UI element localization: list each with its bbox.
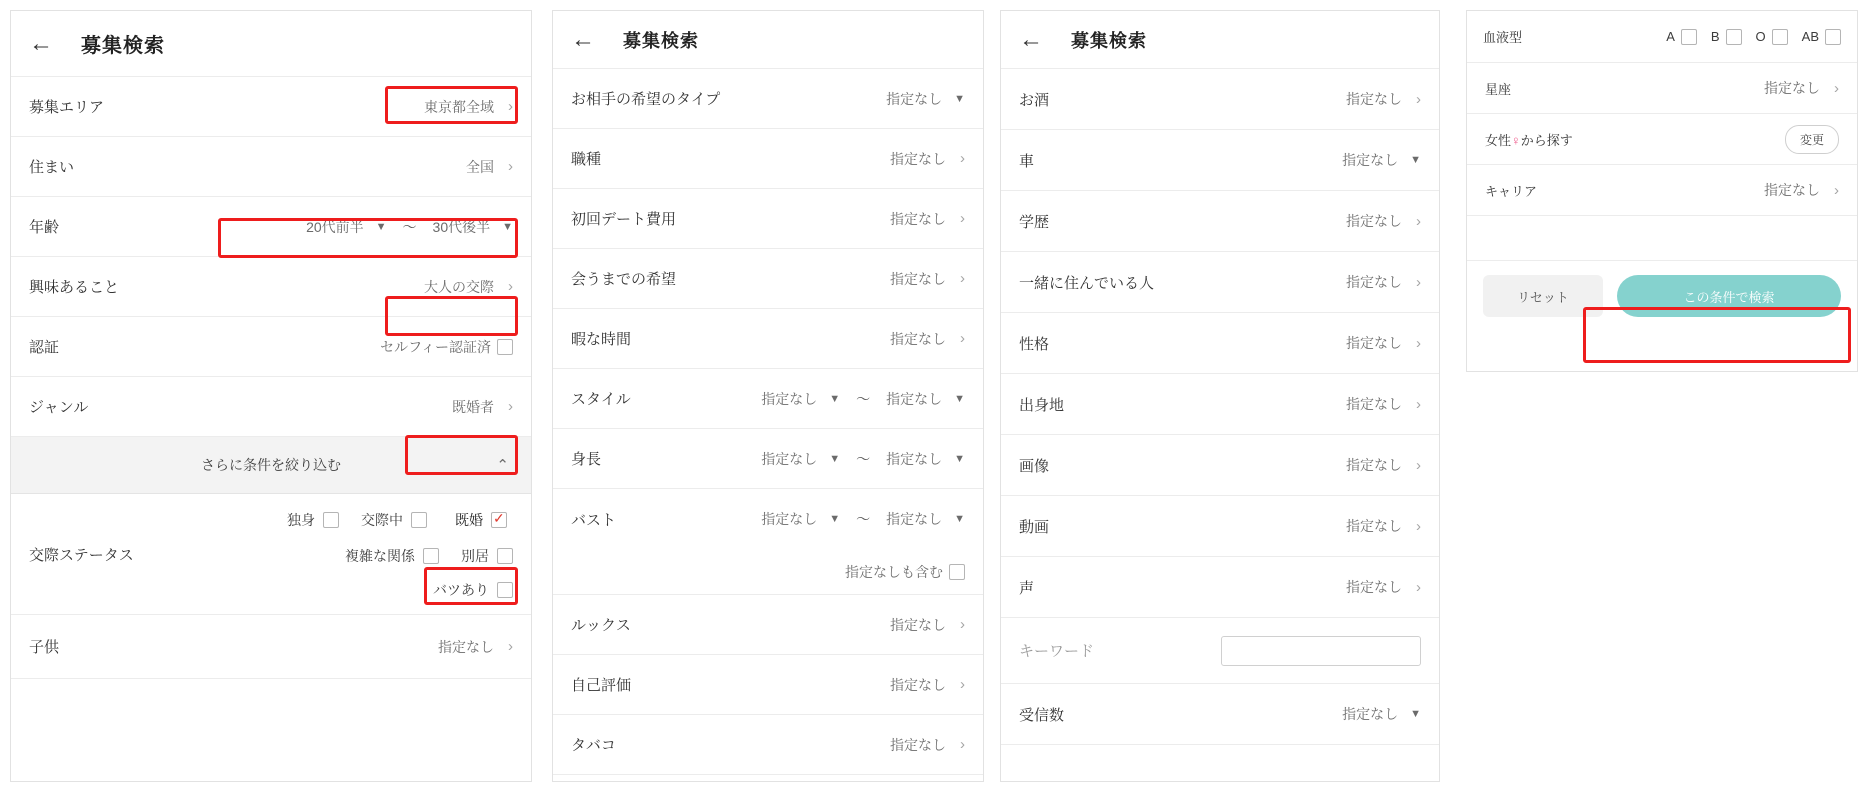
row-living-with[interactable]	[1001, 252, 1439, 313]
row-style-value-group	[761, 389, 965, 409]
status-line-1	[287, 508, 513, 532]
row-residence-value-group	[466, 157, 513, 177]
row-living-with-label: 一緒に住んでいる人	[1019, 274, 1155, 292]
row-free-time[interactable]	[553, 309, 983, 369]
row-living-with-value-group	[1346, 272, 1421, 292]
chevron-down-icon: ▼	[829, 452, 841, 465]
row-smoking-value-group	[890, 735, 965, 755]
row-smoking-label: タバコ	[571, 737, 616, 754]
status-line-2	[345, 546, 513, 566]
panel2-header	[553, 11, 983, 69]
chevron-right-icon: ›	[1416, 273, 1421, 291]
row-car-label: 車	[1019, 152, 1035, 170]
row-first-date-cost[interactable]	[553, 189, 983, 249]
row-children-value: 指定なし	[438, 638, 494, 655]
chevron-right-icon: ›	[1416, 334, 1421, 352]
blood-option-a-label: A	[1666, 29, 1675, 44]
row-personality[interactable]	[1001, 313, 1439, 374]
row-video[interactable]	[1001, 496, 1439, 557]
back-arrow-icon[interactable]: ←	[29, 29, 53, 57]
row-first-date-cost-value: 指定なし	[890, 210, 946, 227]
row-image-value: 指定なし	[1346, 457, 1402, 473]
row-video-label: 動画	[1019, 518, 1050, 536]
status-option-divorced[interactable]	[433, 580, 513, 600]
row-personality-value: 指定なし	[1346, 335, 1402, 351]
row-alcohol[interactable]	[1001, 69, 1439, 130]
row-car[interactable]	[1001, 130, 1439, 191]
chevron-right-icon: ›	[1416, 517, 1421, 535]
row-video-value: 指定なし	[1346, 518, 1402, 534]
chevron-right-icon: ›	[960, 676, 965, 693]
row-voice-label: 声	[1019, 579, 1035, 597]
row-interest-value: 大人の交際	[424, 278, 494, 295]
row-free-time-value-group	[890, 329, 965, 349]
panel1-header	[11, 11, 531, 77]
row-meeting-wish-value-group	[890, 269, 965, 289]
status-option-single-checkbox[interactable]	[323, 512, 339, 528]
blood-option-b-checkbox[interactable]	[1726, 29, 1742, 45]
row-genre[interactable]	[11, 377, 531, 437]
blood-option-a-checkbox[interactable]	[1681, 29, 1697, 45]
row-looks-value-group	[890, 615, 965, 635]
chevron-down-icon: ▼	[375, 220, 387, 233]
blood-type-options	[1666, 29, 1841, 45]
status-option-single[interactable]	[287, 510, 339, 530]
row-interest-label: 興味あること	[29, 279, 120, 296]
chevron-right-icon: ›	[960, 270, 965, 287]
row-self-rating-label: 自己評価	[571, 677, 632, 694]
chevron-right-icon: ›	[508, 278, 513, 295]
row-education[interactable]	[1001, 191, 1439, 252]
row-image-label: 画像	[1019, 457, 1050, 475]
row-looks[interactable]	[553, 595, 983, 655]
status-option-separated-checkbox[interactable]	[497, 548, 513, 564]
chevron-right-icon: ›	[508, 638, 513, 655]
chevron-down-icon: ▼	[954, 392, 965, 405]
row-height-value-group	[761, 449, 965, 469]
row-occupation[interactable]	[553, 129, 983, 189]
search-panel-2	[552, 10, 984, 782]
row-career-value: 指定なし	[1764, 182, 1820, 198]
row-self-rating[interactable]	[553, 655, 983, 715]
row-verification[interactable]	[11, 317, 531, 377]
row-genre-value-group	[452, 397, 513, 417]
chevron-right-icon: ›	[1416, 395, 1421, 413]
status-option-divorced-label: バツあり	[433, 582, 489, 598]
row-area-label: 募集エリア	[29, 99, 105, 116]
row-keyword-label: キーワード	[1019, 643, 1095, 660]
chevron-down-icon: ▼	[829, 513, 841, 525]
row-occupation-value: 指定なし	[890, 150, 946, 167]
row-hometown-value-group	[1346, 394, 1421, 414]
row-education-value-group	[1346, 211, 1421, 231]
row-car-value: 指定なし	[1342, 152, 1399, 168]
row-received-count[interactable]	[1001, 684, 1439, 745]
row-style-label: スタイル	[571, 391, 631, 408]
panel3-header	[1001, 11, 1439, 69]
relationship-status-options	[179, 508, 513, 600]
row-free-time-label: 暇な時間	[571, 331, 632, 348]
chevron-right-icon: ›	[1416, 90, 1421, 108]
row-voice-value: 指定なし	[1346, 579, 1402, 595]
row-looks-value: 指定なし	[890, 616, 946, 633]
status-option-dating[interactable]	[361, 510, 427, 530]
row-education-label: 学歴	[1019, 213, 1050, 231]
refine-conditions-toggle[interactable]	[11, 437, 531, 494]
row-partner-type-value: 指定なし	[886, 90, 943, 107]
status-option-complicated[interactable]	[345, 546, 439, 566]
verification-checkbox[interactable]	[497, 339, 513, 355]
row-age-value-group	[306, 217, 513, 237]
row-alcohol-value: 指定なし	[1346, 91, 1402, 107]
row-personality-label: 性格	[1019, 335, 1050, 353]
status-option-separated-label: 別居	[461, 548, 489, 564]
status-option-dating-label: 交際中	[361, 512, 403, 528]
blood-option-a[interactable]	[1666, 29, 1697, 45]
chevron-right-icon: ›	[960, 210, 965, 227]
status-option-married[interactable]	[449, 508, 513, 532]
female-icon: ♀	[1511, 132, 1521, 148]
status-option-dating-checkbox[interactable]	[411, 512, 427, 528]
row-alcohol-label: お酒	[1019, 91, 1050, 109]
row-career[interactable]	[1467, 165, 1857, 216]
change-gender-button[interactable]: 変更	[1785, 125, 1839, 154]
row-received-count-label: 受信数	[1019, 706, 1065, 724]
status-option-married-label: 既婚	[455, 512, 483, 528]
row-style-value-from[interactable]: 指定なし	[761, 390, 818, 407]
row-height-value-from[interactable]: 指定なし	[761, 450, 818, 467]
row-style[interactable]	[553, 369, 983, 429]
row-age[interactable]	[11, 197, 531, 257]
gender-label-after: から探す	[1520, 132, 1573, 148]
row-area-value: 東京都全域	[424, 98, 494, 115]
chevron-right-icon: ›	[1834, 79, 1839, 97]
blood-option-o-checkbox[interactable]	[1772, 29, 1788, 45]
row-residence-value: 全国	[466, 158, 494, 175]
status-line-3	[433, 580, 513, 600]
row-meeting-wish-value: 指定なし	[890, 270, 946, 287]
row-height[interactable]	[553, 429, 983, 489]
blood-option-b[interactable]	[1711, 29, 1742, 45]
chevron-down-icon: ▼	[1410, 154, 1421, 166]
row-zodiac-value: 指定なし	[1764, 80, 1820, 96]
chevron-down-icon: ▼	[829, 392, 841, 405]
chevron-right-icon: ›	[1834, 181, 1839, 199]
row-career-value-group	[1764, 180, 1839, 200]
row-children-label: 子供	[29, 639, 60, 656]
row-education-value: 指定なし	[1346, 213, 1402, 229]
row-gender-search	[1467, 114, 1857, 165]
refine-conditions-label: さらに条件を絞り込む	[201, 457, 341, 473]
row-meeting-wish[interactable]	[553, 249, 983, 309]
row-career-label: キャリア	[1485, 183, 1538, 199]
row-genre-value: 既婚者	[452, 398, 494, 415]
row-hometown[interactable]	[1001, 374, 1439, 435]
row-verification-value-group	[380, 337, 513, 357]
row-blood-type-label: 血液型	[1483, 30, 1523, 45]
chevron-right-icon: ›	[960, 330, 965, 347]
row-alcohol-value-group	[1346, 89, 1421, 109]
panel4-spacer	[1467, 216, 1857, 261]
row-height-tilde: 〜	[856, 450, 871, 467]
chevron-right-icon: ›	[960, 736, 965, 753]
row-bust-value-from[interactable]: 指定なし	[761, 511, 818, 527]
search-panel-4	[1466, 10, 1858, 372]
row-personality-value-group	[1346, 333, 1421, 353]
chevron-up-icon: ⌃	[496, 457, 509, 474]
row-gender-search-label	[1485, 130, 1573, 149]
row-occupation-label: 職種	[571, 151, 602, 168]
row-children[interactable]	[11, 615, 531, 679]
row-meeting-wish-label: 会うまでの希望	[571, 271, 677, 288]
status-option-divorced-checkbox[interactable]	[497, 582, 513, 598]
row-self-rating-value: 指定なし	[890, 676, 946, 693]
row-style-tilde: 〜	[856, 390, 871, 407]
status-option-married-checkbox[interactable]	[491, 512, 507, 528]
row-verification-label: 認証	[29, 339, 60, 356]
row-zodiac[interactable]	[1467, 63, 1857, 114]
status-option-complicated-label: 複雑な関係	[345, 548, 415, 564]
row-partner-type-value-group	[886, 89, 965, 109]
row-age-value-to[interactable]: 30代後半	[432, 218, 491, 235]
row-living-with-value: 指定なし	[1346, 274, 1402, 290]
row-residence[interactable]	[11, 137, 531, 197]
row-bust-tilde: 〜	[856, 511, 871, 527]
blood-option-ab[interactable]	[1802, 29, 1841, 45]
chevron-right-icon: ›	[960, 150, 965, 167]
include-unspecified-label: 指定なしも含む	[845, 563, 943, 580]
relationship-status-label: 交際ステータス	[29, 546, 134, 564]
chevron-right-icon: ›	[508, 398, 513, 415]
blood-option-ab-checkbox[interactable]	[1825, 29, 1841, 45]
row-image[interactable]	[1001, 435, 1439, 496]
row-bust-value-to[interactable]: 指定なし	[886, 511, 943, 527]
row-received-count-value-group	[1342, 704, 1421, 724]
chevron-right-icon: ›	[1416, 456, 1421, 474]
row-age-value-from[interactable]: 20代前半	[306, 218, 364, 235]
row-genre-label: ジャンル	[29, 399, 89, 416]
row-self-rating-value-group	[890, 675, 965, 695]
row-height-label: 身長	[571, 451, 602, 468]
panel4-action-row	[1467, 261, 1857, 331]
chevron-down-icon: ▼	[954, 513, 965, 525]
row-area-value-group	[424, 97, 513, 117]
row-first-date-cost-value-group	[890, 209, 965, 229]
row-hometown-value: 指定なし	[1346, 396, 1402, 412]
row-interest-value-group	[424, 277, 513, 297]
chevron-down-icon: ▼	[1410, 708, 1421, 720]
blood-option-b-label: B	[1710, 29, 1720, 44]
row-age-tilde: 〜	[402, 218, 417, 235]
row-looks-label: ルックス	[571, 617, 631, 634]
chevron-right-icon: ›	[960, 616, 965, 633]
row-voice[interactable]	[1001, 557, 1439, 618]
page-title: 募集検索	[81, 35, 165, 57]
row-bust[interactable]	[553, 489, 983, 549]
status-option-complicated-checkbox[interactable]	[423, 548, 439, 564]
chevron-right-icon: ›	[508, 158, 513, 175]
row-style-value-to[interactable]: 指定なし	[886, 390, 943, 407]
search-panel-3	[1000, 10, 1440, 782]
row-children-value-group	[438, 637, 513, 657]
chevron-down-icon: ▼	[502, 220, 513, 233]
blood-option-o-label: O	[1755, 29, 1766, 44]
back-arrow-icon[interactable]: ←	[571, 25, 595, 53]
relationship-status-row	[11, 494, 531, 615]
row-bust-label: バスト	[571, 511, 617, 529]
panel3-title: 募集検索	[1071, 30, 1147, 51]
row-partner-type-label: お相手の希望のタイプ	[571, 91, 721, 108]
row-first-date-cost-label: 初回デート費用	[571, 211, 677, 228]
row-partner-type[interactable]	[553, 69, 983, 129]
row-image-value-group	[1346, 455, 1421, 475]
chevron-down-icon: ▼	[954, 452, 965, 465]
row-zodiac-value-group	[1764, 78, 1839, 98]
blood-option-ab-label: AB	[1801, 29, 1819, 44]
row-bust-value-group	[761, 509, 965, 529]
reset-button[interactable]: リセット	[1483, 275, 1603, 317]
blood-option-o[interactable]	[1756, 29, 1788, 45]
row-received-count-value: 指定なし	[1342, 706, 1399, 722]
row-residence-label: 住まい	[29, 159, 75, 176]
chevron-right-icon: ›	[508, 98, 513, 115]
include-unspecified-checkbox[interactable]	[949, 564, 965, 580]
row-video-value-group	[1346, 516, 1421, 536]
row-keyword	[1001, 618, 1439, 684]
include-unspecified-group	[845, 562, 965, 582]
status-option-separated[interactable]	[461, 546, 513, 566]
chevron-right-icon: ›	[1416, 578, 1421, 596]
row-zodiac-label: 星座	[1485, 81, 1512, 97]
chevron-down-icon: ▼	[954, 92, 965, 105]
keyword-input[interactable]	[1221, 636, 1421, 666]
panel2-title: 募集検索	[623, 30, 699, 51]
row-include-unspecified[interactable]	[553, 549, 983, 595]
row-hometown-label: 出身地	[1019, 396, 1065, 414]
search-with-conditions-button[interactable]: この条件で検索	[1617, 275, 1841, 317]
chevron-right-icon: ›	[1416, 212, 1421, 230]
row-smoking-value: 指定なし	[890, 736, 946, 753]
row-height-value-to[interactable]: 指定なし	[886, 450, 943, 467]
row-occupation-value-group	[890, 149, 965, 169]
row-blood-type	[1467, 11, 1857, 63]
row-area[interactable]	[11, 77, 531, 137]
row-interest[interactable]	[11, 257, 531, 317]
row-smoking[interactable]	[553, 715, 983, 775]
gender-label-before: 女性	[1485, 132, 1512, 148]
row-voice-value-group	[1346, 577, 1421, 597]
row-free-time-value: 指定なし	[890, 330, 946, 347]
row-age-label: 年齢	[29, 219, 60, 236]
search-panel-1	[10, 10, 532, 782]
row-car-value-group	[1342, 150, 1421, 170]
status-option-single-label: 独身	[287, 512, 315, 528]
row-verification-value: セルフィー認証済	[380, 338, 491, 355]
back-arrow-icon[interactable]: ←	[1019, 25, 1043, 53]
